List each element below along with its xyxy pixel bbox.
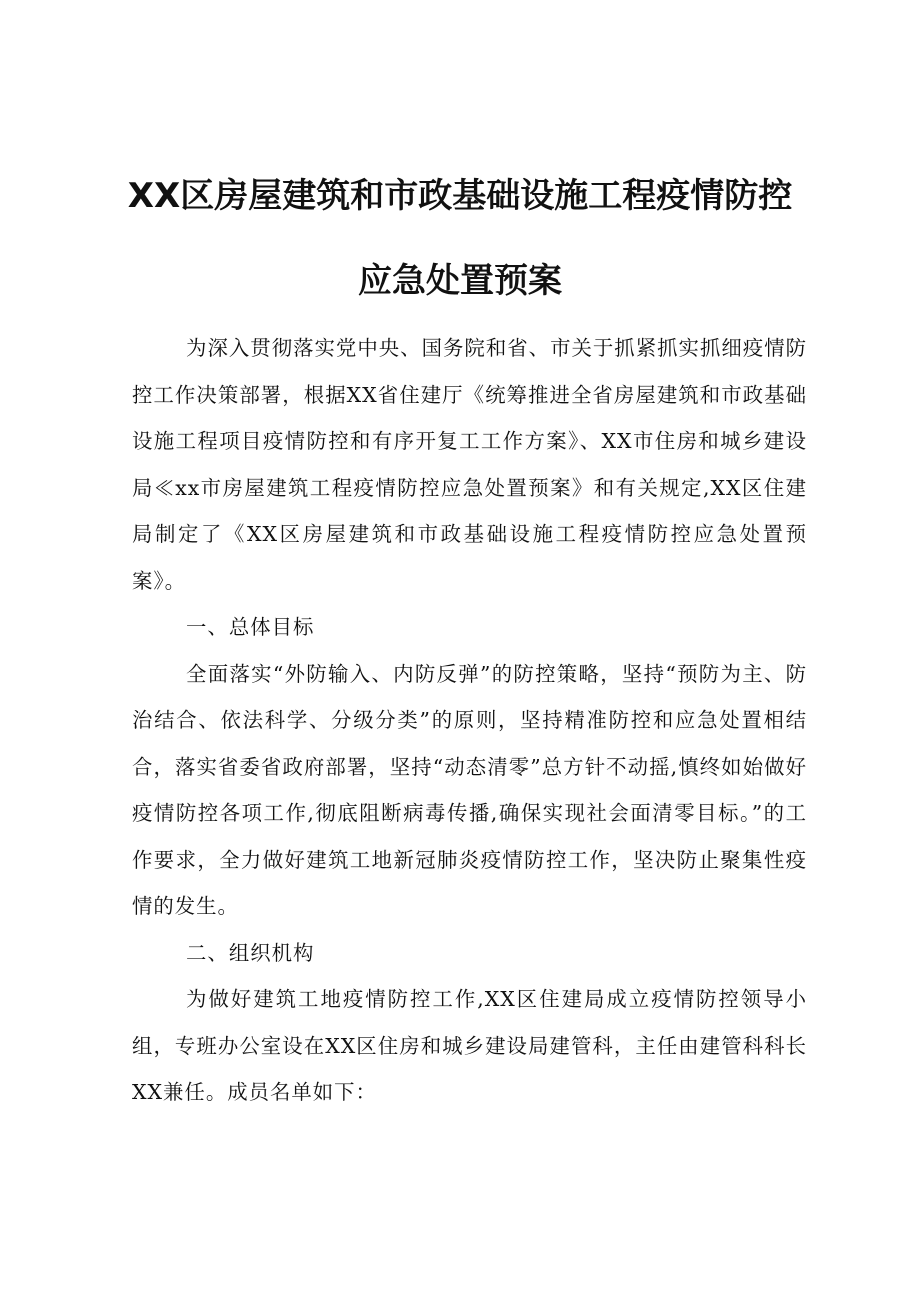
document-body xyxy=(132,325,807,1116)
document-title-line-1: XX区房屋建筑和市政基础设施工程疫情防控 xyxy=(127,176,793,216)
overall-goal-paragraph: 全面落实“外防输入、内防反弹”的防控策略，坚持“预防为主、防治结合、依法科学、分级分类”的原则，坚持精准防控和应急处置相结合，落实省委省政府部署，坚持“动态清零”总方针不动摇,慎终如始做好疫情防控各项工作,彻底阻断病毒传播,确保实现社会面清零目标。”的工作要求，全力做好建筑工地新冠肺炎疫情防控工作，坚决防止聚集性疫情的发生。 xyxy=(132,661,807,918)
section-heading-organization: 二、组织机构 xyxy=(186,940,315,965)
document-title-line-2: 应急处置预案 xyxy=(358,261,562,301)
intro-paragraph: 为深入贯彻落实党中央、国务院和省、市关于抓紧抓实抓细疫情防控工作决策部署，根据XX省住建厅《统筹推进全省房屋建筑和市政基础设施工程项目疫情防控和有序开复工工作方案》、XX市住房和城乡建设局≪xx市房屋建筑工程疫情防控应急处置预案》和有关规定,XX区住建局制定了《XX区房屋建筑和市政基础设施工程疫情防控应急处置预案》。 xyxy=(132,336,807,593)
organization-paragraph: 为做好建筑工地疫情防控工作,XX区住建局成立疫情防控领导小组，专班办公室设在XX区住房和城乡建设局建管科，主任由建管科科长XX兼任。成员名单如下： xyxy=(132,987,807,1104)
section-heading-overall-goal: 一、总体目标 xyxy=(186,615,315,639)
